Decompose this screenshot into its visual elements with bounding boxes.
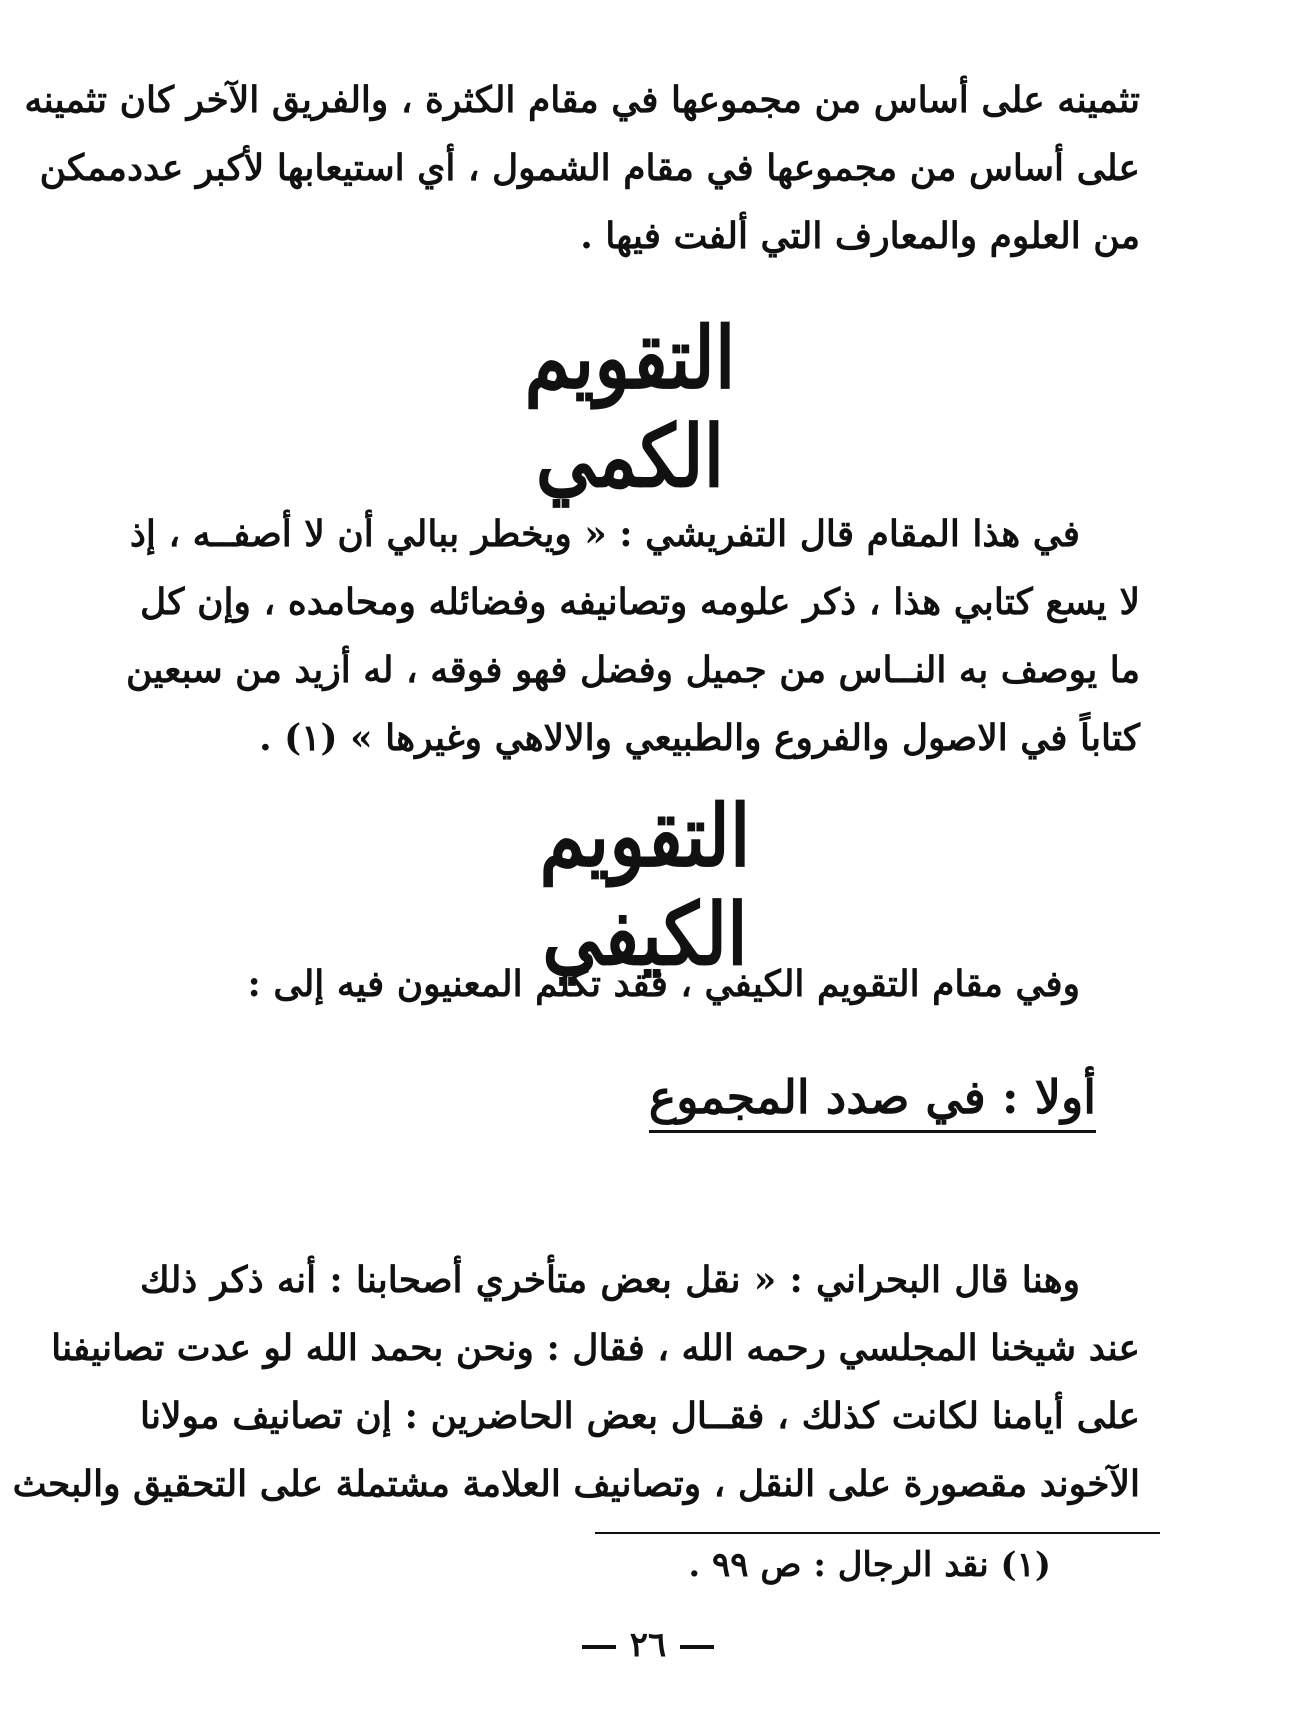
paragraph-tafrishi [125,500,1140,772]
para2-line-1: وفي مقام التقويم الكيفي ، فقد تكلم المعنيون فيه إلى : [247,963,1080,1005]
intro-paragraph [24,66,1140,270]
heading-qualitative-text: التقويم الكيفي [539,787,751,985]
para1-line-4: كتاباً في الاصول والفروع والطبيعي والالاهي وغيرها » (١) . [259,717,1140,759]
section-title-first: أولا : في صدد المجموع [649,1070,1096,1133]
calligraphic-heading-qualitative [440,787,850,985]
intro-line-1: تثمينه على أساس من مجموعها في مقام الكثرة ، والفريق الآخر كان تثمينه [24,79,1140,121]
paragraph-qualitative-intro [140,950,1140,1018]
para3-line-1: وهنا قال البحراني : « نقل بعض متأخري أصحابنا : أنه ذكر ذلك [140,1259,1080,1301]
page-number-dash-right [680,1645,714,1649]
heading-quantitative-text: التقويم الكمي [524,309,736,507]
para1-line-3: ما يوصف به النــاس من جميل وفضل فهو فوقه ، له أزيد من سبعين [125,649,1140,691]
para3-line-4: الآخوند مقصورة على النقل ، وتصانيف العلامة مشتملة على التحقيق والبحث [12,1463,1140,1505]
paragraph-bahrani [12,1246,1140,1518]
page-number-value: ٢٦ [629,1625,667,1665]
para3-line-3: على أيامنا لكانت كذلك ، فقــال بعض الحاضرين : إن تصانيف مولانا [140,1395,1140,1437]
para1-line-1: في هذا المقام قال التفريشي : « ويخطر ببالي أن لا أصفــه ، إذ [129,513,1080,555]
intro-line-2: على أساس من مجموعها في مقام الشمول ، أي استيعابها لأكبر عددممكن [39,147,1140,189]
intro-line-3: من العلوم والمعارف التي ألفت فيها . [580,215,1140,257]
footnote-divider [595,1532,1160,1534]
page-number [0,1625,1296,1665]
page-number-dash-left [582,1645,616,1649]
para1-line-2: لا يسع كتابي هذا ، ذكر علومه وتصانيفه وفضائله ومحامده ، وإن كل [140,581,1140,623]
para3-line-2: عند شيخنا المجلسي رحمه الله ، فقال : ونحن بحمد الله لو عدت تصانيفنا [51,1327,1140,1369]
footnote: (١) نقد الرجال : ص ٩٩ . [688,1545,1051,1585]
calligraphic-heading-quantitative [420,309,840,507]
